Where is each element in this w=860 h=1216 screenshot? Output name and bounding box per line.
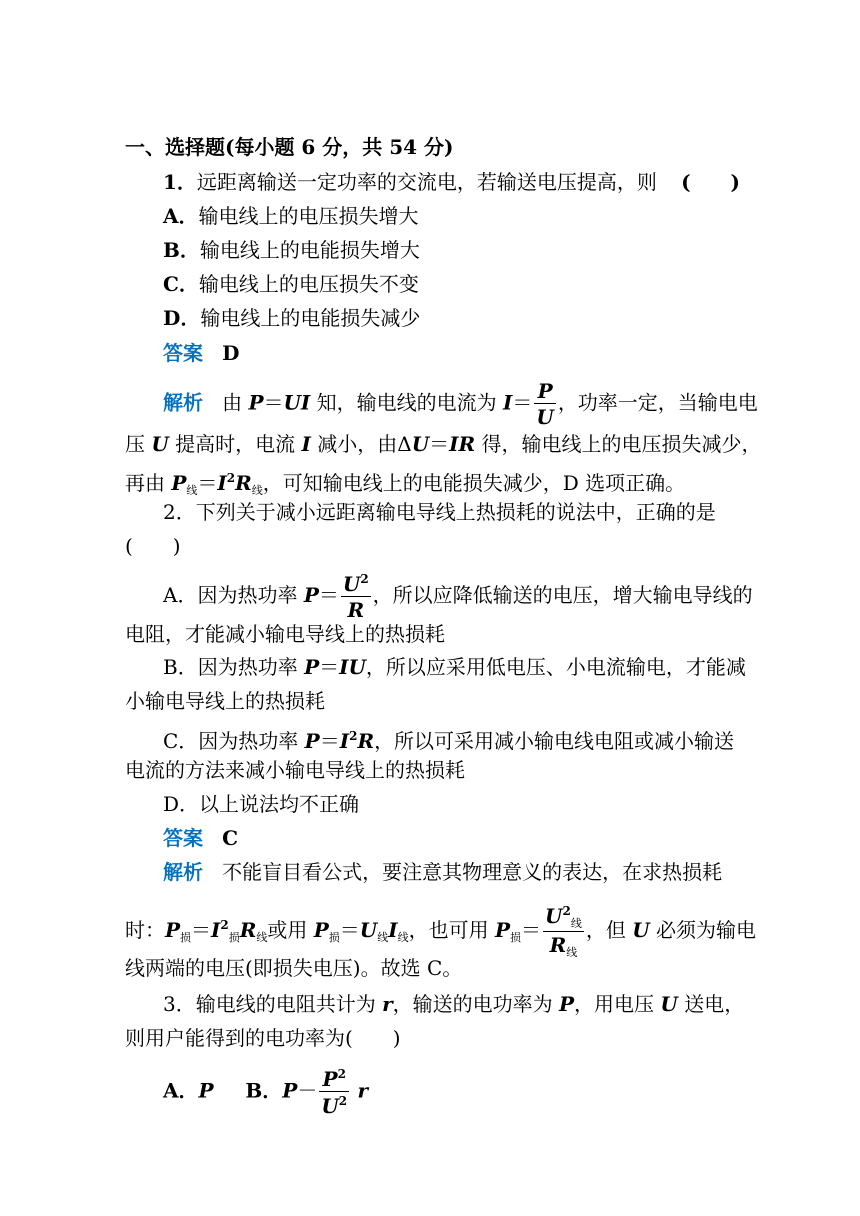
fraction-numerator	[341, 573, 371, 597]
q2-analysis-line-2	[125, 904, 756, 959]
fraction-u2-over-r	[543, 905, 584, 958]
option-letter: D．	[163, 306, 201, 330]
q2-option-b-line-2	[125, 687, 740, 715]
q1-option-b	[163, 236, 778, 264]
fraction-u2-over-r	[341, 573, 371, 620]
subscript: 损	[228, 931, 240, 944]
text: ，但	[585, 918, 633, 942]
text: －	[297, 1078, 318, 1103]
answer-value: D	[222, 341, 240, 365]
subscript: 线	[397, 931, 409, 944]
math-var: U	[321, 1094, 339, 1118]
q2-option-c-line-1	[163, 722, 778, 755]
q3-options	[163, 1068, 778, 1116]
text: ，所以应降低输送的电压，增大输电导线的	[372, 583, 753, 607]
q2-option-d	[163, 790, 778, 818]
text: 必须为输电	[649, 918, 756, 942]
fraction-denominator	[319, 1092, 349, 1116]
text: ＝	[339, 918, 360, 942]
text: C．因为热功率	[163, 729, 305, 753]
superscript: 2	[360, 572, 369, 586]
subscript: 损	[180, 931, 192, 944]
q2-analysis-line-1	[163, 858, 740, 886]
math-var: U	[632, 918, 650, 942]
text: 电流的方法来减小输电导线上的热损耗	[125, 758, 465, 782]
text: ＝	[263, 390, 284, 415]
math-var: P	[559, 992, 575, 1016]
fraction-denominator: U	[536, 405, 554, 429]
math-var: P	[322, 1067, 338, 1091]
math-var: I	[388, 918, 398, 942]
text: ＝	[512, 390, 533, 415]
math-var: P	[313, 918, 329, 942]
text: 小输电导线上的热损耗	[125, 689, 325, 713]
fraction-numerator	[543, 905, 584, 932]
math-var: U	[151, 432, 169, 456]
math-var: I	[211, 918, 221, 942]
option-letter: C．	[163, 272, 199, 296]
superscript: 2	[562, 904, 571, 918]
math-var: U	[342, 572, 361, 596]
subscript: 损	[328, 931, 340, 944]
option-letter: B．	[245, 1078, 283, 1103]
fraction-p-over-u	[534, 381, 555, 427]
subscript: 线	[566, 946, 578, 959]
text: ，输送的电功率为	[392, 992, 559, 1016]
q2-analysis-line-3	[125, 954, 740, 982]
math-var: I	[339, 729, 350, 753]
subscript: 线	[377, 931, 389, 944]
math-var: U	[411, 432, 430, 456]
text: 不能盲目看公式，要注意其物理意义的表达，在求热损耗	[222, 860, 723, 884]
option-text: 输电线上的电能损失减少	[200, 306, 421, 330]
subscript: 线	[251, 484, 263, 497]
superscript: 2	[220, 918, 229, 932]
question-2-line-2	[125, 532, 740, 560]
math-var: P	[304, 729, 320, 753]
text: 或用	[267, 918, 314, 942]
option-letter: B．	[163, 238, 200, 262]
math-var: U	[660, 992, 678, 1016]
text: A．因为热功率	[163, 583, 304, 607]
q1-stem: 远距离输送一定功率的交流电，若输送电压提高，则	[196, 170, 657, 194]
option-text: 输电线上的电压损失不变	[198, 272, 419, 296]
math-var: IR	[449, 432, 476, 456]
text: 电阻，才能减小输电导线上的热损耗	[125, 622, 445, 646]
section-title: 一、选择题(每小题 6 分，共 54 分)	[125, 135, 454, 159]
math-var: P	[304, 655, 320, 679]
text: 压	[125, 432, 152, 456]
text: 知，输电线的电流为	[310, 390, 503, 415]
text: ＝	[319, 729, 340, 753]
math-var: P	[198, 1078, 214, 1103]
math-var: P	[248, 390, 264, 415]
q1-option-d	[163, 304, 778, 332]
math-var: r	[357, 1078, 369, 1103]
text: ，所以应采用低电压、小电流输电，才能减	[365, 655, 746, 679]
q1-analysis-line-1	[163, 379, 758, 429]
text: D．以上说法均不正确	[163, 792, 360, 816]
math-var: P	[171, 471, 187, 495]
text: ，也可用	[408, 918, 495, 942]
text: ，功率一定，当输电电	[557, 390, 758, 415]
q2-option-b-line-1	[163, 653, 778, 681]
text: 线两端的电压(即损失电压)。故选 C。	[125, 956, 463, 980]
text: 时：	[125, 918, 165, 942]
option-text: 输电线上的电能损失增大	[199, 238, 420, 262]
q1-option-c	[163, 270, 778, 298]
answer-label: 答案	[163, 341, 203, 365]
text: ，用电压	[574, 992, 661, 1016]
fraction-numerator: P	[534, 381, 555, 404]
q1-paren: ( )	[681, 170, 740, 194]
text: 减小，由Δ	[310, 432, 412, 456]
q1-number: 1．	[163, 170, 197, 194]
superscript: 2	[226, 471, 236, 485]
math-var: R	[357, 729, 375, 753]
analysis-label: 解析	[163, 390, 203, 415]
math-var: I	[301, 432, 311, 456]
text: 2．下列关于减小远距离输电导线上热损耗的说法中，正确的是	[163, 500, 716, 524]
answer-value: C	[222, 826, 238, 850]
math-var: IU	[339, 655, 366, 679]
text: ，所以可采用减小输电线电阻或减小输送	[374, 729, 735, 753]
q2-option-a-line-2	[125, 620, 740, 648]
answer-label: 答案	[163, 826, 203, 850]
subscript: 线	[256, 931, 268, 944]
text: B．因为热功率	[163, 655, 305, 679]
math-var: U	[359, 918, 378, 942]
q2-option-a-line-1	[163, 572, 753, 622]
text: 提高时，电流	[168, 432, 302, 456]
option-text: 输电线上的电压损失增大	[198, 204, 419, 228]
math-var: r	[382, 992, 393, 1016]
text: ＝	[521, 918, 542, 942]
math-var: P	[303, 583, 319, 607]
fraction-p2-over-u2	[319, 1068, 349, 1116]
q2-answer	[163, 824, 778, 852]
math-var: UI	[283, 390, 311, 415]
question-3-line-2	[125, 1024, 740, 1052]
math-var: P	[282, 1078, 298, 1103]
text: ＝	[429, 432, 450, 456]
q2-paren: ( )	[125, 534, 181, 558]
option-letter: A．	[163, 1078, 199, 1103]
superscript: 2	[349, 729, 358, 743]
fraction-numerator	[319, 1068, 349, 1092]
math-var: R	[239, 918, 257, 942]
text: ＝	[197, 471, 218, 495]
subscript: 损	[510, 931, 522, 944]
question-2-line-1	[163, 498, 740, 526]
subscript: 线	[570, 917, 582, 930]
text: ，可知输电线上的电能损失减少，D 选项正确。	[262, 471, 686, 495]
superscript: 2	[338, 1094, 348, 1108]
question-3-line-1	[163, 990, 745, 1018]
text: 由	[222, 390, 249, 415]
math-var: P	[165, 918, 181, 942]
question-1	[163, 168, 740, 196]
subscript: 线	[186, 484, 198, 497]
text: 送电，	[677, 992, 745, 1016]
math-var: U	[545, 904, 563, 928]
q1-analysis-line-2	[125, 430, 762, 458]
q2-option-c-line-2	[125, 756, 740, 784]
text: 得，输电线上的电压损失减少，	[475, 432, 762, 456]
math-var: R	[549, 933, 567, 957]
math-var: P	[494, 918, 511, 942]
q1-answer	[163, 339, 778, 367]
math-var: R	[235, 471, 252, 495]
text: 3．输电线的电阻共计为	[163, 992, 383, 1016]
math-var: I	[503, 390, 513, 415]
text: ＝	[191, 918, 212, 942]
math-var: I	[217, 471, 227, 495]
fraction-denominator: R	[347, 598, 365, 622]
text: 则用户能得到的电功率为( )	[125, 1026, 401, 1050]
text: ＝	[318, 583, 339, 607]
text: 再由	[125, 471, 172, 495]
superscript: 2	[337, 1067, 346, 1081]
analysis-label: 解析	[163, 860, 203, 884]
text: ＝	[319, 655, 340, 679]
q1-option-a	[163, 202, 778, 230]
option-letter: A．	[163, 204, 199, 228]
